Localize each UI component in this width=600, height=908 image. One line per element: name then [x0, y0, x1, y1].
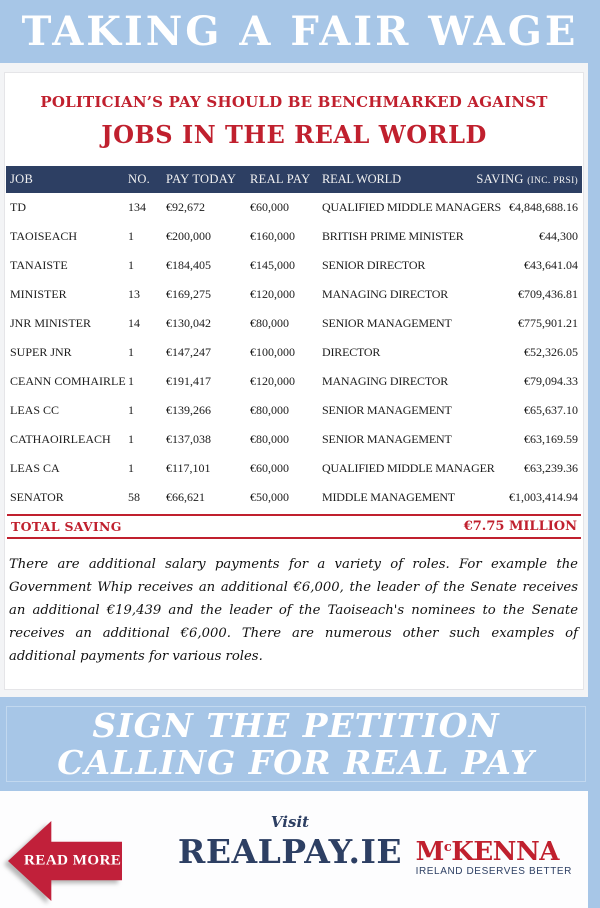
footer: [0, 791, 588, 908]
col-saving-suffix: (INC. PRSI): [527, 176, 578, 186]
cell-saving: €63,239.36: [524, 461, 578, 475]
col-real-world: REAL WORLD: [322, 172, 401, 186]
table-row: [6, 396, 582, 425]
cell-no: 58: [128, 490, 140, 504]
col-no: NO.: [128, 172, 151, 186]
cell-saving: €44,300: [539, 229, 578, 243]
cell-real-pay: €100,000: [250, 345, 295, 359]
cell-job: TD: [10, 200, 26, 214]
cell-real-pay: €120,000: [250, 374, 295, 388]
table-row: [6, 367, 582, 396]
cell-pay-today: €191,417: [166, 374, 211, 388]
cell-real-world: MANAGING DIRECTOR: [322, 287, 449, 301]
cell-real-world: SENIOR DIRECTOR: [322, 258, 426, 272]
cell-job: TANAISTE: [10, 258, 68, 272]
total-saving-value: €7.75 MILLION: [463, 519, 577, 534]
petition-banner[interactable]: [6, 706, 586, 782]
col-real-pay: REAL PAY: [250, 172, 311, 186]
cell-pay-today: €139,266: [166, 403, 211, 417]
cell-pay-today: €66,621: [166, 490, 205, 504]
cell-real-world: QUALIFIED MIDDLE MANAGER: [322, 461, 495, 475]
table-row: [6, 309, 582, 338]
table-row: [6, 483, 582, 512]
total-saving-row: [7, 514, 581, 539]
table-row: [6, 338, 582, 367]
cell-real-pay: €60,000: [250, 200, 289, 214]
cell-real-world: QUALIFIED MIDDLE MANAGERS: [322, 200, 501, 214]
footer-center: [140, 813, 440, 871]
cell-real-world: SENIOR MANAGEMENT: [322, 403, 452, 417]
cell-real-pay: €80,000: [250, 432, 289, 446]
mckenna-wordmark: $M^cKENNA$: [415, 837, 559, 867]
intro-line-2: JOBS IN THE REAL WORLD: [101, 120, 487, 149]
cell-no: 1: [128, 258, 134, 272]
cell-pay-today: €137,038: [166, 432, 211, 446]
mckenna-superscript-c: c: [443, 840, 452, 855]
petition-line-1: SIGN THE PETITION: [92, 706, 500, 745]
table-row: [6, 222, 582, 251]
table-body: [6, 193, 582, 512]
cell-real-pay: €160,000: [250, 229, 295, 243]
read-more-button[interactable]: [8, 821, 122, 901]
cell-real-pay: €80,000: [250, 316, 289, 330]
cell-job: JNR MINISTER: [10, 316, 92, 330]
cell-real-world: BRITISH PRIME MINISTER: [322, 229, 464, 243]
cell-pay-today: €184,405: [166, 258, 211, 272]
mckenna-tagline: IRELAND DESERVES BETTER: [415, 866, 572, 877]
additional-payments-note: There are additional salary payments for a variety of roles. For example the Government Whip receives an additional €6,000, the leader of the Senate receives an additional €19,439 and the leader of the Taoiseach's nominees to the Senate receives an additional €6,000. There are numerous other such examples of additional payments for various roles.: [9, 557, 578, 664]
total-saving-label: TOTAL SAVING: [11, 519, 122, 534]
cell-saving: €775,901.21: [518, 316, 578, 330]
cell-real-world: SENIOR MANAGEMENT: [322, 432, 452, 446]
table-row: [6, 251, 582, 280]
cell-saving: €43,641.04: [524, 258, 578, 272]
petition-band: [0, 697, 600, 791]
cell-real-world: MIDDLE MANAGEMENT: [322, 490, 455, 504]
cell-saving: €1,003,414.94: [509, 490, 578, 504]
table-row: [6, 193, 582, 222]
cell-saving: €4,848,688.16: [509, 200, 578, 214]
cell-real-pay: €50,000: [250, 490, 289, 504]
cell-real-pay: €80,000: [250, 403, 289, 417]
cell-pay-today: €147,247: [166, 345, 211, 359]
cell-real-pay: €145,000: [250, 258, 295, 272]
cell-no: 1: [128, 229, 134, 243]
table-row: [6, 280, 582, 309]
cell-no: 1: [128, 345, 134, 359]
petition-line-2: CALLING FOR REAL PAY: [57, 743, 535, 782]
cell-saving: €79,094.33: [524, 374, 578, 388]
cell-real-pay: €120,000: [250, 287, 295, 301]
cell-no: 13: [128, 287, 140, 301]
cell-pay-today: €130,042: [166, 316, 211, 330]
cell-pay-today: €117,101: [166, 461, 211, 475]
cell-job: TAOISEACH: [10, 229, 78, 243]
cell-job: CEANN COMHAIRLE: [10, 374, 126, 388]
col-saving: SAVING (INC. PRSI): [476, 172, 578, 186]
read-more-label: READ MORE: [24, 852, 122, 869]
cell-real-world: SENIOR MANAGEMENT: [322, 316, 452, 330]
main-card: [0, 63, 588, 697]
table-header-row: [6, 166, 582, 193]
pay-comparison-table: [6, 166, 582, 512]
cell-no: 1: [128, 374, 134, 388]
realpay-link[interactable]: REALPAY.IE: [177, 832, 403, 871]
cell-job: CATHAOIRLEACH: [10, 432, 111, 446]
cell-pay-today: €92,672: [166, 200, 205, 214]
table-row: [6, 454, 582, 483]
col-job: JOB: [10, 172, 34, 186]
mckenna-logo: [416, 835, 572, 877]
cell-job: SENATOR: [10, 490, 64, 504]
cell-job: LEAS CC: [10, 403, 60, 417]
cell-no: 134: [128, 200, 146, 214]
cell-pay-today: €200,000: [166, 229, 211, 243]
cell-real-world: MANAGING DIRECTOR: [322, 374, 449, 388]
cell-real-world: DIRECTOR: [322, 345, 381, 359]
page-title: TAKING A FAIR WAGE: [21, 8, 579, 55]
cell-no: 1: [128, 461, 134, 475]
col-pay-today: PAY TODAY: [166, 172, 237, 186]
cell-job: LEAS CA: [10, 461, 60, 475]
cell-saving: €709,436.81: [518, 287, 578, 301]
cell-job: MINISTER: [10, 287, 67, 301]
header-band: [0, 0, 600, 63]
cell-saving: €63,169.59: [524, 432, 578, 446]
cell-no: 1: [128, 432, 134, 446]
table-row: [6, 425, 582, 454]
cell-saving: €52,326.05: [524, 345, 578, 359]
cell-real-pay: €60,000: [250, 461, 289, 475]
cell-saving: €65,637.10: [524, 403, 578, 417]
intro-line-1: POLITICIAN’S PAY SHOULD BE BENCHMARKED AGAINST: [40, 93, 548, 111]
cell-job: SUPER JNR: [10, 345, 72, 359]
visit-label: Visit: [270, 813, 310, 831]
cell-no: 14: [128, 316, 140, 330]
cell-no: 1: [128, 403, 134, 417]
cell-pay-today: €169,275: [166, 287, 211, 301]
